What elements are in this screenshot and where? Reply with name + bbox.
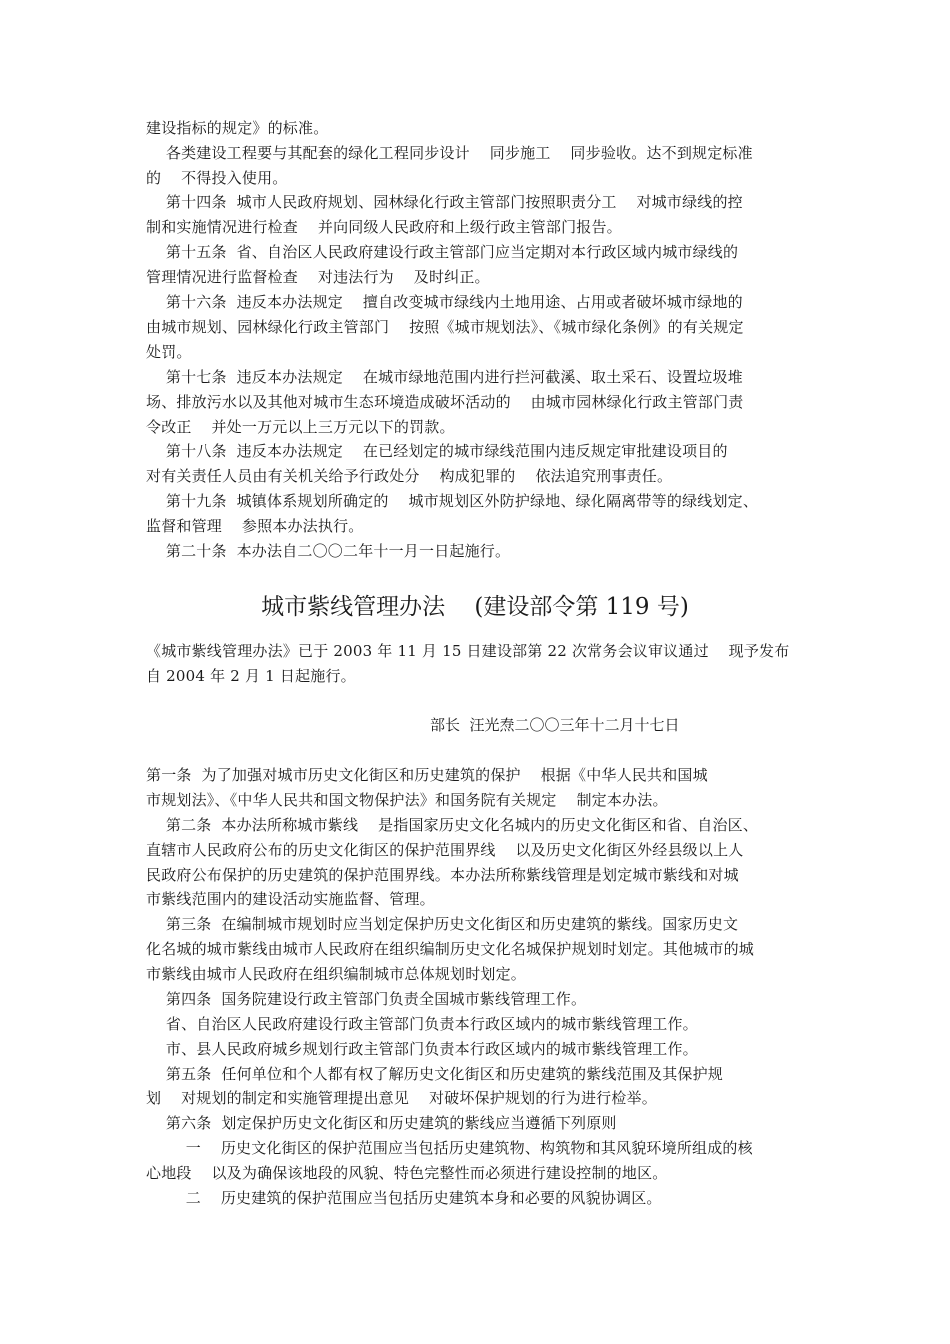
- paragraph-line: 第十五条 省、自治区人民政府建设行政主管部门应当定期对本行政区域内城市绿线的: [146, 243, 739, 261]
- paragraph-line: 民政府公布保护的历史建筑的保护范围界线。本办法所称紫线管理是划定城市紫线和对城: [146, 866, 739, 884]
- paragraph-line: 第十四条 城市人民政府规划、园林绿化行政主管部门按照职责分工 对城市绿线的控: [146, 193, 743, 211]
- paragraph-line: 二 历史建筑的保护范围应当包括历史建筑本身和必要的风貌协调区。: [146, 1189, 662, 1207]
- paragraph-line: 第十七条 违反本办法规定 在城市绿地范围内进行拦河截溪、取土采石、设置垃圾堆: [146, 368, 743, 386]
- paragraph-line: 市紫线范围内的建设活动实施监督、管理。: [146, 890, 435, 908]
- paragraph-line: 第五条 任何单位和个人都有权了解历史文化街区和历史建筑的紫线范围及其保护规: [146, 1065, 724, 1083]
- paragraph-line: 制和实施情况进行检查 并向同级人民政府和上级行政主管部门报告。: [146, 218, 622, 236]
- paragraph-line: 自 2004 年 2 月 1 日起施行。: [146, 667, 356, 685]
- paragraph-line: 令改正 并处一万元以上三万元以下的罚款。: [146, 418, 455, 436]
- paragraph-line: 对有关责任人员由有关机关给予行政处分 构成犯罪的 依法追究刑事责任。: [146, 467, 673, 485]
- paragraph-line: 一 历史文化街区的保护范围应当包括历史建筑物、构筑物和其风貌环境所组成的核: [146, 1139, 753, 1157]
- paragraph-line: 市、县人民政府城乡规划行政主管部门负责本行政区域内的城市紫线管理工作。: [146, 1040, 698, 1058]
- paragraph-line: 第十九条 城镇体系规划所确定的 城市规划区外防护绿地、绿化隔离带等的绿线划定、: [146, 492, 759, 510]
- paragraph-line: 《城市紫线管理办法》已于 2003 年 11 月 15 日建设部第 22 次常务会议审议通过 现予发布: [146, 642, 790, 660]
- paragraph-line: 管理情况进行监督检查 对违法行为 及时纠正。: [146, 268, 490, 286]
- paragraph-line: 市紫线由城市人民政府在组织编制城市总体规划时划定。: [146, 965, 527, 983]
- paragraph-line: 第二条 本办法所称城市紫线 是指国家历史文化名城内的历史文化街区和省、自治区、: [146, 816, 759, 834]
- paragraph-line: 第四条 国务院建设行政主管部门负责全国城市紫线管理工作。: [146, 990, 587, 1008]
- signature-line: 部长 汪光焘二〇〇三年十二月十七日: [430, 716, 680, 734]
- paragraph-line: 第十八条 违反本办法规定 在已经划定的城市绿线范围内违反规定审批建设项目的: [146, 442, 728, 460]
- paragraph-line: 场、排放污水以及其他对城市生态环境造成破坏活动的 由城市园林绿化行政主管部门责: [146, 393, 744, 411]
- paragraph-line: 的 不得投入使用。: [146, 169, 288, 187]
- paragraph-line: 心地段 以及为确保该地段的风貌、特色完整性而必须进行建设控制的地区。: [146, 1164, 668, 1182]
- paragraph-line: 监督和管理 参照本办法执行。: [146, 517, 364, 535]
- paragraph-line: 第六条 划定保护历史文化街区和历史建筑的紫线应当遵循下列原则: [146, 1114, 617, 1132]
- paragraph-line: 由城市规划、园林绿化行政主管部门 按照《城市规划法》、《城市绿化条例》的有关规定: [146, 318, 744, 336]
- paragraph-line: 第一条 为了加强对城市历史文化街区和历史建筑的保护 根据《中华人民共和国城: [146, 766, 708, 784]
- paragraph-line: 各类建设工程要与其配套的绿化工程同步设计 同步施工 同步验收。达不到规定标准: [146, 144, 753, 162]
- paragraph-line: 第三条 在编制城市规划时应当划定保护历史文化街区和历史建筑的紫线。国家历史文: [146, 915, 739, 933]
- paragraph-line: 第二十条 本办法自二〇〇二年十一月一日起施行。: [146, 542, 511, 560]
- document-title: 城市紫线管理办法 (建设部令第 119 号): [261, 594, 689, 620]
- paragraph-line: 化名城的城市紫线由城市人民政府在组织编制历史文化名城保护规划时划定。其他城市的城: [146, 940, 755, 958]
- paragraph-line: 建设指标的规定》的标准。: [146, 119, 329, 137]
- paragraph-line: 直辖市人民政府公布的历史文化街区的保护范围界线 以及历史文化街区外经县级以上人: [146, 841, 744, 859]
- paragraph-line: 省、自治区人民政府建设行政主管部门负责本行政区域内的城市紫线管理工作。: [146, 1015, 698, 1033]
- paragraph-line: 处罚。: [146, 343, 192, 361]
- paragraph-line: 划 对规划的制定和实施管理提出意见 对破坏保护规划的行为进行检举。: [146, 1089, 657, 1107]
- paragraph-line: 第十六条 违反本办法规定 擅自改变城市绿线内土地用途、占用或者破坏城市绿地的: [146, 293, 743, 311]
- paragraph-line: 市规划法》、《中华人民共和国文物保护法》和国务院有关规定 制定本办法。: [146, 791, 668, 809]
